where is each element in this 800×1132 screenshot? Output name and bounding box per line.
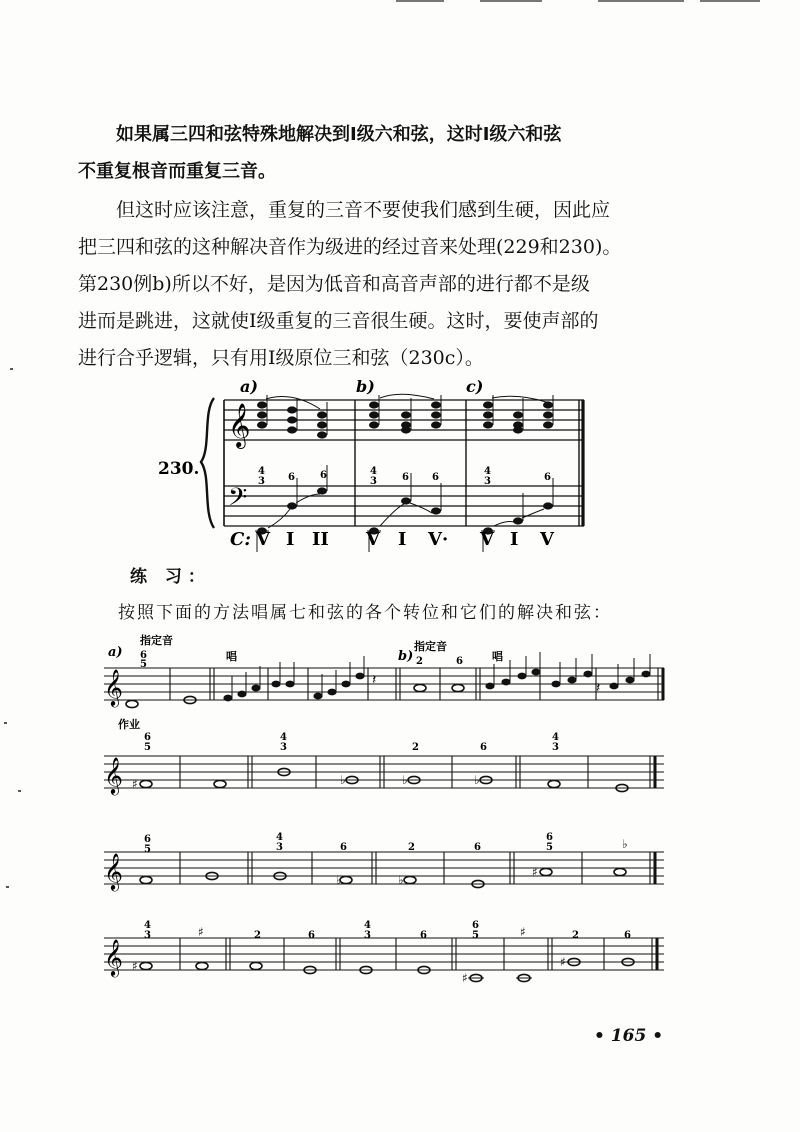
- roman-numeral: II: [312, 529, 329, 550]
- treble-clef-icon: 𝄞: [104, 938, 123, 976]
- rest-icon: 𝄽: [372, 672, 377, 688]
- roman-numeral: I: [398, 529, 407, 550]
- figure: 5: [546, 842, 553, 853]
- page-number: • 165 •: [594, 1026, 664, 1046]
- roman-numeral: V: [366, 529, 380, 550]
- roman-numeral: V·: [428, 529, 449, 550]
- figure: 6: [288, 472, 295, 483]
- figure: 4: [276, 832, 283, 843]
- sung-notes: [223, 669, 650, 702]
- figure: 6: [624, 930, 631, 941]
- figure: 2: [572, 930, 579, 941]
- whole-notes: [140, 868, 626, 887]
- sharp-icon: ♯: [532, 865, 538, 879]
- text-line: 不重复根音而重复三音。: [78, 161, 276, 182]
- figure: 6: [472, 920, 479, 931]
- figure: 3: [144, 930, 151, 941]
- exercise-label-b: b): [398, 649, 414, 664]
- figure: 5: [144, 844, 151, 855]
- figure: 3: [258, 476, 265, 487]
- treble-clef-icon: 𝄞: [104, 668, 123, 706]
- figure: 6: [432, 472, 439, 483]
- given-note-label: 指定音: [414, 640, 447, 653]
- roman-numeral: V: [256, 529, 270, 550]
- sing-label: 唱: [492, 650, 503, 663]
- figure: 3: [280, 742, 287, 753]
- figure: 4: [552, 732, 559, 743]
- figure: 5: [140, 659, 147, 670]
- text-line: 第230例b)所以不好，是因为低音和高音声部的进行都不是级: [78, 273, 590, 295]
- example-number: 230.: [158, 459, 200, 479]
- key-label: C:: [230, 529, 251, 550]
- treble-clef-icon: 𝄞: [228, 403, 251, 447]
- figure: 4: [364, 920, 371, 931]
- example-label-c: c): [466, 377, 484, 396]
- figure: 3: [364, 930, 371, 941]
- figure: 3: [276, 842, 283, 853]
- figure: 6: [144, 732, 151, 743]
- figure: 4: [280, 732, 287, 743]
- sharp-icon: ♯: [132, 777, 138, 791]
- flat-icon: ♭: [622, 837, 628, 851]
- sharp-icon: ♯: [132, 959, 138, 973]
- figure: 4: [370, 466, 377, 477]
- sharp-icon: ♯: [198, 925, 204, 939]
- flat-icon: ♭: [474, 773, 480, 787]
- figure: 6: [144, 834, 151, 845]
- homework-label: 作业: [118, 718, 140, 731]
- flat-icon: ♭: [402, 773, 408, 787]
- figure: 6: [140, 650, 147, 661]
- exercise-instruction: 按照下面的方法唱属七和弦的各个转位和它们的解决和弦：: [118, 603, 612, 623]
- text-line: 但这时应该注意，重复的三音不要使我们感到生硬，因此应: [116, 199, 611, 221]
- figure: 5: [472, 930, 479, 941]
- figure: 2: [416, 656, 423, 667]
- figure: 5: [144, 742, 151, 753]
- flat-icon: ♭: [336, 873, 342, 887]
- figure: 6: [320, 470, 327, 481]
- sing-label: 唱: [226, 650, 237, 663]
- figure: 6: [456, 656, 463, 667]
- figure: 6: [308, 930, 315, 941]
- figure: 6: [544, 472, 551, 483]
- figure: 3: [484, 476, 491, 487]
- sharp-icon: ♯: [520, 925, 526, 939]
- text-line: 如果属三四和弦特殊地解决到Ⅰ级六和弦，这时Ⅰ级六和弦: [116, 124, 562, 145]
- exercise-label-a: a): [108, 645, 123, 660]
- sharp-icon: ♯: [560, 955, 566, 969]
- figure: 4: [144, 920, 151, 931]
- figure: 6: [474, 842, 481, 853]
- whole-notes: [126, 684, 464, 707]
- exercise-heading: 练 习：: [130, 567, 211, 587]
- text-line: 进而是跳进，这就使Ⅰ级重复的三音很生硬。这时，要使声部的: [78, 310, 599, 332]
- sharp-icon: ♯: [462, 971, 468, 985]
- bass-clef-icon: 𝄢: [228, 483, 248, 518]
- figure: 2: [254, 930, 261, 941]
- figure: 6: [420, 930, 427, 941]
- figure: 3: [370, 476, 377, 487]
- figure: 6: [340, 842, 347, 853]
- roman-numeral: I: [286, 529, 295, 550]
- roman-numeral: V: [540, 529, 554, 550]
- roman-numeral: V: [480, 529, 494, 550]
- figure: 3: [552, 742, 559, 753]
- rest-icon: 𝄽: [596, 680, 601, 696]
- given-note-label: 指定音: [140, 634, 173, 647]
- treble-clef-icon: 𝄞: [104, 852, 123, 890]
- figure: 6: [546, 832, 553, 843]
- text-line: 进行合乎逻辑，只有用Ⅰ级原位三和弦（230c）。: [78, 347, 484, 369]
- margin-speck: [6, 886, 9, 888]
- margin-speck: [10, 368, 13, 370]
- flat-icon: ♭: [398, 873, 404, 887]
- margin-speck: [18, 790, 21, 792]
- figure: 6: [402, 472, 409, 483]
- text-line: 把三四和弦的这种解决音作为级进的经过音来处理(229和230)。: [78, 236, 622, 258]
- treble-clef-icon: 𝄞: [104, 756, 123, 794]
- margin-speck: [4, 722, 7, 724]
- figure: 4: [258, 466, 265, 477]
- figure: 2: [412, 742, 419, 753]
- example-label-b: b): [356, 377, 375, 396]
- figure: 4: [484, 466, 491, 477]
- example-label-a: a): [240, 377, 258, 396]
- roman-numeral: I: [510, 529, 519, 550]
- flat-icon: ♭: [340, 773, 346, 787]
- figure: 6: [480, 742, 487, 753]
- figure: 2: [408, 842, 415, 853]
